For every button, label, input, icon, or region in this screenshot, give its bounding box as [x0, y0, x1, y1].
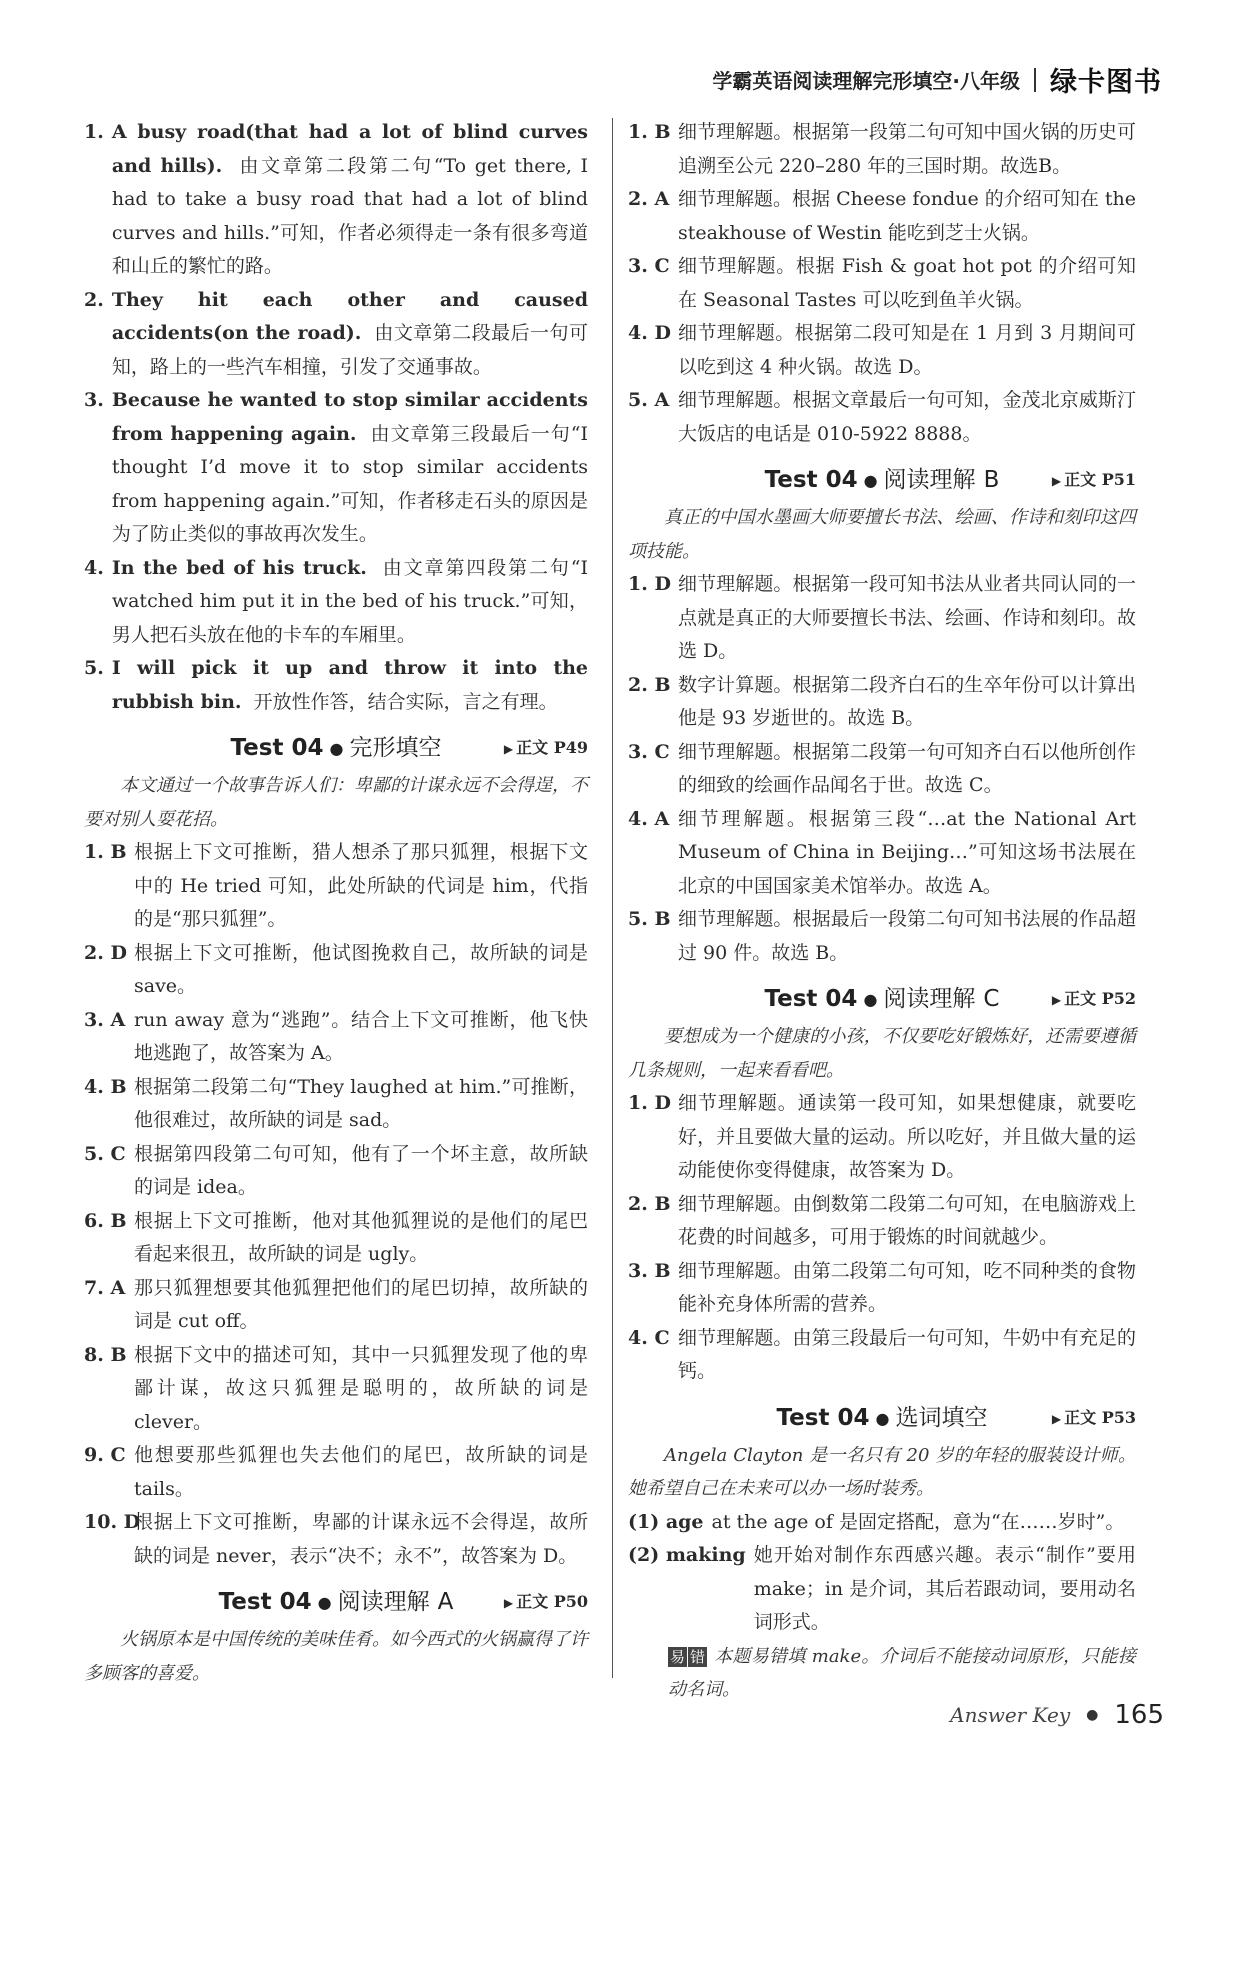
- bullet-dot-icon: ●: [317, 1593, 332, 1612]
- section-title: Test 04 ● 阅读理解 C: [764, 986, 1000, 1012]
- list-item: 2. A 细节理解题。根据 Cheese fondue 的介绍可知在 the steakhouse of Westin 能吃到芝士火锅。: [628, 188, 1136, 244]
- list-item: 1. B 根据上下文可推断，猎人想杀了那只狐狸，根据下文中的 He tried 可知，此处所缺的代词是 him，代指的是“那只狐狸”。: [84, 841, 588, 930]
- triangle-right-icon: ▶: [503, 1596, 514, 1610]
- answer-text: I will pick it up and throw it into the rubbish bin.: [111, 657, 588, 713]
- answer-explanation: 由文章第四段第二句“I watched him put it in the bed of his truck.”可知，男人把石头放在他的卡车的车厢里。: [111, 556, 588, 646]
- bullet-dot-icon: ●: [1086, 1707, 1099, 1723]
- section-header-reading-a: [84, 1579, 588, 1623]
- list-item: 6. B 根据上下文可推断，他对其他狐狸说的是他们的尾巴看起来很丑，故所缺的词是 ugly。: [84, 1209, 588, 1265]
- list-item: 5. B 细节理解题。根据最后一段第二句可知书法展的作品超过 90 件。故选 B。: [628, 908, 1136, 964]
- list-item: 4. D 细节理解题。根据第二段可知是在 1 月到 3 月期间可以吃到这 4 种火锅。故选 D。: [628, 322, 1136, 378]
- section-summary: 本文通过一个故事告诉人们：卑鄙的计谋永远不会得逞，不要对别人耍花招。: [84, 775, 588, 830]
- error-badge: 易: [670, 1647, 686, 1666]
- answer-text: Because he wanted to stop similar accidents from happening again.: [111, 389, 588, 445]
- section-title: Test 04 ● 阅读理解 A: [218, 1589, 454, 1615]
- answer-number: 4.: [84, 556, 104, 579]
- word-fill-answer-list: [628, 1506, 1136, 1640]
- answer-text: In the bed of his truck.: [111, 556, 367, 579]
- list-item: 10. D 根据上下文可推断，卑鄙的计谋永远不会得逞，故所缺的词是 never，表示“决不；永不”，故答案为 D。: [84, 1511, 588, 1567]
- publisher-logo: 绿卡图书: [1050, 67, 1162, 98]
- answer-text: They hit each other and caused accidents(on the road).: [111, 288, 588, 344]
- list-item: 2. B 细节理解题。由倒数第二段第二句可知，在电脑游戏上花费的时间越多，可用于锻炼的时间就越少。: [628, 1192, 1136, 1248]
- section-title: Test 04 ● 选词填空: [776, 1404, 988, 1431]
- answer-explanation: 开放性作答，结合实际，言之有理。: [253, 690, 558, 713]
- list-item: 4. A 细节理解题。根据第三段“…at the National Art Museum of China in Beijing…”可知这场书法展在北京的中国国家美术馆举办。故选 A。: [628, 807, 1136, 897]
- list-item: (1) age at the age of 是固定搭配，意为“在……岁时”。: [628, 1510, 1125, 1533]
- list-item: 3. C 细节理解题。根据第二段第一句可知齐白石以他所创作的细致的绘画作品闻名于世。故选 C。: [628, 740, 1136, 796]
- page-footer: [950, 1700, 1164, 1730]
- list-item: 3. C 细节理解题。根据 Fish & goat hot pot 的介绍可知在 Seasonal Tastes 可以吃到鱼羊火锅。: [628, 255, 1136, 311]
- section-title: Test 04 ● 阅读理解 B: [764, 467, 1000, 493]
- section-summary: 要想成为一个健康的小孩，不仅要吃好锻炼好，还需要遵循几条规则，一起来看看吧。: [628, 1026, 1136, 1081]
- list-item: 5. C 根据第四段第二句可知，他有了一个坏主意，故所缺的词是 idea。: [84, 1142, 588, 1198]
- answer-key-label: Answer Key: [950, 1703, 1071, 1727]
- list-item: 7. A 那只狐狸想要其他狐狸把他们的尾巴切掉，故所缺的词是 cut off。: [84, 1276, 588, 1332]
- right-column: [628, 116, 1136, 1707]
- section-header-cloze: [84, 725, 588, 769]
- section-header-word-fill: [628, 1395, 1136, 1439]
- triangle-right-icon: ▶: [1051, 993, 1062, 1007]
- section-header-reading-c: [628, 976, 1136, 1020]
- header-divider: [1034, 68, 1036, 92]
- list-item: 1. D 细节理解题。根据第一段可知书法从业者共同认同的一点就是真正的大师要擅长书法、绘画、作诗和刻印。故选 D。: [628, 573, 1136, 662]
- answer-item-1: [84, 116, 588, 284]
- section-summary: 火锅原本是中国传统的美味佳肴。如今西式的火锅赢得了许多顾客的喜爱。: [84, 1629, 588, 1684]
- bullet-dot-icon: ●: [863, 990, 878, 1009]
- section-header-reading-b: [628, 457, 1136, 501]
- error-note: [628, 1640, 1136, 1707]
- list-item: 2. D 根据上下文可推断，他试图挽救自己，故所缺的词是 save。: [84, 941, 588, 997]
- cloze-answer-list: [84, 836, 588, 1573]
- answer-text: A busy road(that had a lot of blind curves and hills).: [111, 121, 588, 177]
- page-reference: ▶ 正文 P50: [503, 1592, 588, 1611]
- left-column: [84, 116, 588, 1690]
- list-item: 2. B 数字计算题。根据第二段齐白石的生卒年份可以计算出他是 93 岁逝世的。故选 B。: [628, 673, 1136, 729]
- list-item: 4. C 细节理解题。由第三段最后一句可知，牛奶中有充足的钙。: [628, 1326, 1136, 1382]
- answer-list-top: [84, 116, 588, 719]
- bullet-dot-icon: ●: [329, 739, 344, 758]
- section-summary: Angela Clayton 是一名只有 20 岁的年轻的服装设计师。她希望自己在未来可以办一场时装秀。: [628, 1444, 1136, 1499]
- column-divider: [612, 118, 613, 1678]
- answer-explanation: 由文章第二段最后一句可知，路上的一些汽车相撞，引发了交通事故。: [111, 322, 588, 378]
- answer-explanation: 由文章第三段最后一句“I thought I’d move it to stop similar accidents from happening again.”可知，作者移走石头的原因是为了防止类似的事故再次发生。: [111, 422, 588, 545]
- answer-explanation: 由文章第二段第二句“To get there, I had to take a busy road that had a lot of blind curves and hills.”可知，作者必须得走一条有很多弯道和山丘的繁忙的路。: [111, 154, 588, 277]
- answer-number: 2.: [84, 288, 104, 311]
- reading-a-answer-list: [628, 116, 1136, 451]
- page-reference: ▶ 正文 P52: [1051, 989, 1136, 1008]
- list-item: (2) making 她开始对制作东西感兴趣。表示“制作”要用 make；in 是介词，其后若跟动词，要用动名词形式。: [628, 1544, 1136, 1633]
- page-reference: ▶ 正文 P49: [503, 738, 588, 757]
- bullet-dot-icon: ●: [863, 471, 878, 490]
- page-number: 165: [1114, 1700, 1164, 1730]
- triangle-right-icon: ▶: [1051, 1411, 1062, 1426]
- page-reference: ▶ 正文 P51: [1051, 470, 1136, 489]
- list-item: 4. B 根据第二段第二句“They laughed at him.”可推断，他很难过，故所缺的词是 sad。: [84, 1075, 588, 1131]
- answer-item-4: [84, 552, 588, 653]
- answer-number: 5.: [84, 657, 104, 679]
- reading-c-answer-list: [628, 1087, 1136, 1389]
- list-item: 1. B 细节理解题。根据第一段第二句可知中国火锅的历史可追溯至公元 220–280 年的三国时期。故选B。: [628, 121, 1136, 177]
- error-badge: 错: [690, 1647, 706, 1666]
- answer-item-5: [84, 652, 588, 719]
- list-item: 8. B 根据下文中的描述可知，其中一只狐狸发现了他的卑鄙计谋，故这只狐狸是聪明的，故所缺的词是 clever。: [84, 1343, 588, 1433]
- list-item: 5. A 细节理解题。根据文章最后一句可知，金茂北京威斯汀大饭店的电话是 010-5922 8888。: [628, 389, 1136, 445]
- answer-item-2: [84, 284, 588, 385]
- section-title: Test 04 ● 完形填空: [230, 735, 442, 761]
- list-item: 3. B 细节理解题。由第二段第二句可知，吃不同种类的食物能补充身体所需的营养。: [628, 1259, 1136, 1315]
- triangle-right-icon: ▶: [1051, 474, 1062, 488]
- answer-number: 1.: [84, 121, 104, 143]
- list-item: 3. A run away 意为“逃跑”。结合上下文可推断，他飞快地逃跑了，故答案为 A。: [84, 1008, 588, 1064]
- list-item: 1. D 细节理解题。通读第一段可知，如果想健康，就要吃好，并且要做大量的运动。所以吃好，并且做大量的运动能使你变得健康，故答案为 D。: [628, 1092, 1136, 1181]
- list-item: 9. C 他想要那些狐狸也失去他们的尾巴，故所缺的词是 tails。: [84, 1444, 588, 1500]
- answer-item-3: [84, 384, 588, 552]
- answer-number: 3.: [84, 389, 104, 411]
- bullet-dot-icon: ●: [875, 1408, 890, 1428]
- book-title: 学霸英语阅读理解完形填空·八年级: [712, 69, 1020, 93]
- page-header: [712, 60, 1162, 99]
- triangle-right-icon: ▶: [503, 742, 514, 756]
- reading-b-answer-list: [628, 568, 1136, 970]
- error-note-text: 本题易错填 make。介词后不能接动词原形，只能接动名词。: [668, 1645, 1136, 1700]
- page-reference: ▶ 正文 P53: [1051, 1407, 1136, 1427]
- section-summary: 真正的中国水墨画大师要擅长书法、绘画、作诗和刻印这四项技能。: [628, 507, 1136, 562]
